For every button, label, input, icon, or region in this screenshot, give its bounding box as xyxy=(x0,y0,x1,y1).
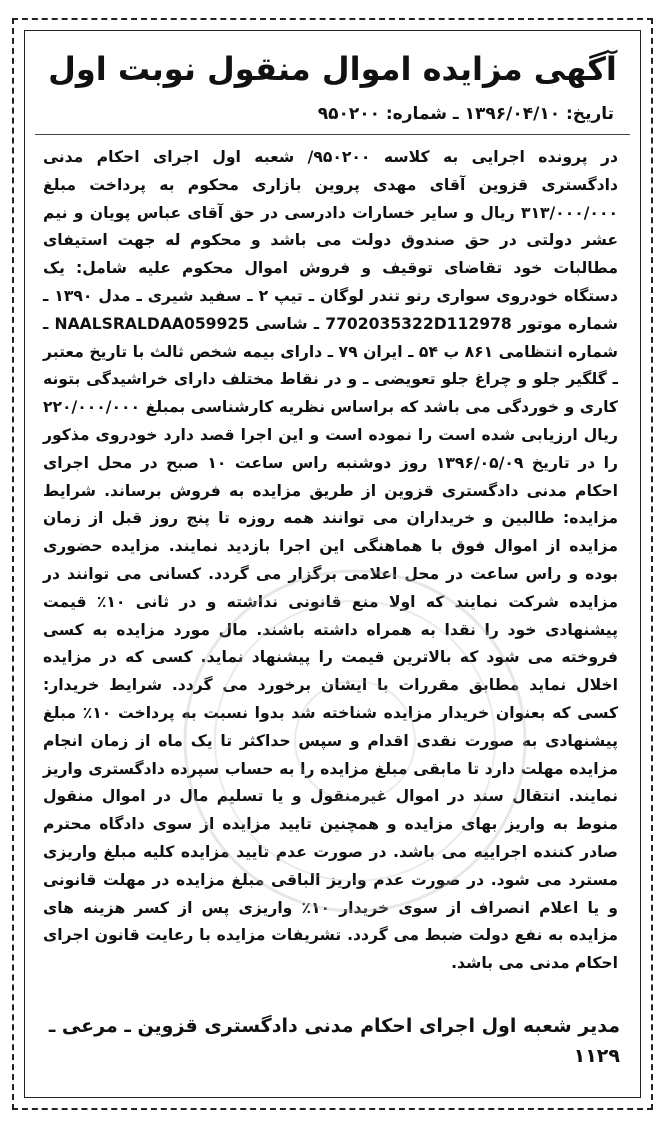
title-divider xyxy=(35,134,630,135)
notice-body: در پرونده اجرایی به کلاسه ۹۵۰۲۰۰/ شعبه اول اجرای احکام مدنی دادگستری قزوین آقای مهدی پروین بازاری محکوم به پرداخت مبلغ ۳۱۳/۰۰۰/۰۰۰ ریال و سایر خسارات دادرسی در حق آقای عباس پویان و نیم عشر دولتی در حق صندوق دولت می باشد و محکوم له جهت استیفای مطالبات خود تقاضای توقیف و فروش اموال محکوم علیه شامل: یک دستگاه خودروی سواری رنو تندر لوگان ـ تیپ ۲ ـ سفید شیری ـ مدل ۱۳۹۰ ـ شماره موتور 7702035322D112978 ـ شاسی NAALSRALDAA059925 ـ شماره انتظامی ۸۶۱ ب ۵۴ ـ ایران ۷۹ ـ دارای بیمه شخص ثالث با تاریخ معتبر ـ گلگیر جلو و چراغ جلو تعویضی ـ و در نقاط مختلف دارای خراشیدگی بتونه کاری و خوردگی می باشد که براساس نظریه کارشناسی بمبلغ ۲۲۰/۰۰۰/۰۰۰ ریال ارزیابی شده است را نموده است و این اجرا قصد دارد خودروی مذکور را در تاریخ ۱۳۹۶/۰۵/۰۹ روز دوشنبه راس ساعت ۱۰ صبح در محل اجرای احکام مدنی دادگستری قزوین از طریق مزایده به فروش برساند. شرایط مزایده: طالبین و خریداران می توانند همه روزه تا پنج روز قبل از زمان مزایده از اموال فوق با هماهنگی این اجرا بازدید نمایند. مزایده حضوری بوده و راس ساعت در محل اعلامی برگزار می گردد. کسانی می توانند در مزایده شرکت نمایند که اولا منع قانونی نداشته و در ثانی ۱۰٪ قیمت پیشنهادی خود را نقدا به همراه داشته باشند. مال مورد مزایده به کسی فروخته می شود که بالاترین قیمت را پیشنهاد نماید. کسی که در مزایده اخلال نماید مطابق مقررات با ایشان برخورد می گردد. شرایط خریدار: کسی که بعنوان خریدار مزایده شناخته شد بدوا نسبت به پرداخت ۱۰٪ مبلغ پیشنهادی به صورت نقدی اقدام و سپس حداکثر تا یک ماه از زمان انجام مزایده مهلت دارد تا مابقی مبلغ مزایده را به حساب سپرده دادگستری واریز نمایند. انتقال سند در اموال غیرمنقول و یا تسلیم مال در اموال منقول منوط به واریز بهای مزایده و همچنین تایید مزایده از سوی دادگاه محترم صادر کننده اجراییه می باشد. در صورت عدم تایید مزایده کلیه مبلغ واریزی مسترد می شود. در صورت عدم واریز الباقی مبلغ مزایده در مهلت قانونی و یا اعلام انصراف از سوی خریدار ۱۰٪ واریزی پس از کسر هزینه های مزایده به نفع دولت ضبط می گردد. تشریفات مزایده با رعایت قانون اجرای احکام مدنی می باشد. xyxy=(43,148,619,973)
notice-title: آگهی مزایده اموال منقول نوبت اول xyxy=(48,50,617,88)
notice-box xyxy=(24,30,641,1098)
date-and-number: تاریخ: ۱۳۹۶/۰۴/۱۰ ـ شماره: ۹۵۰۲۰۰ xyxy=(317,104,614,124)
signature-line: مدیر شعبه اول اجرای احکام مدنی دادگستری قزوین ـ مرعی ـ ۱۱۲۹ xyxy=(48,1015,620,1067)
